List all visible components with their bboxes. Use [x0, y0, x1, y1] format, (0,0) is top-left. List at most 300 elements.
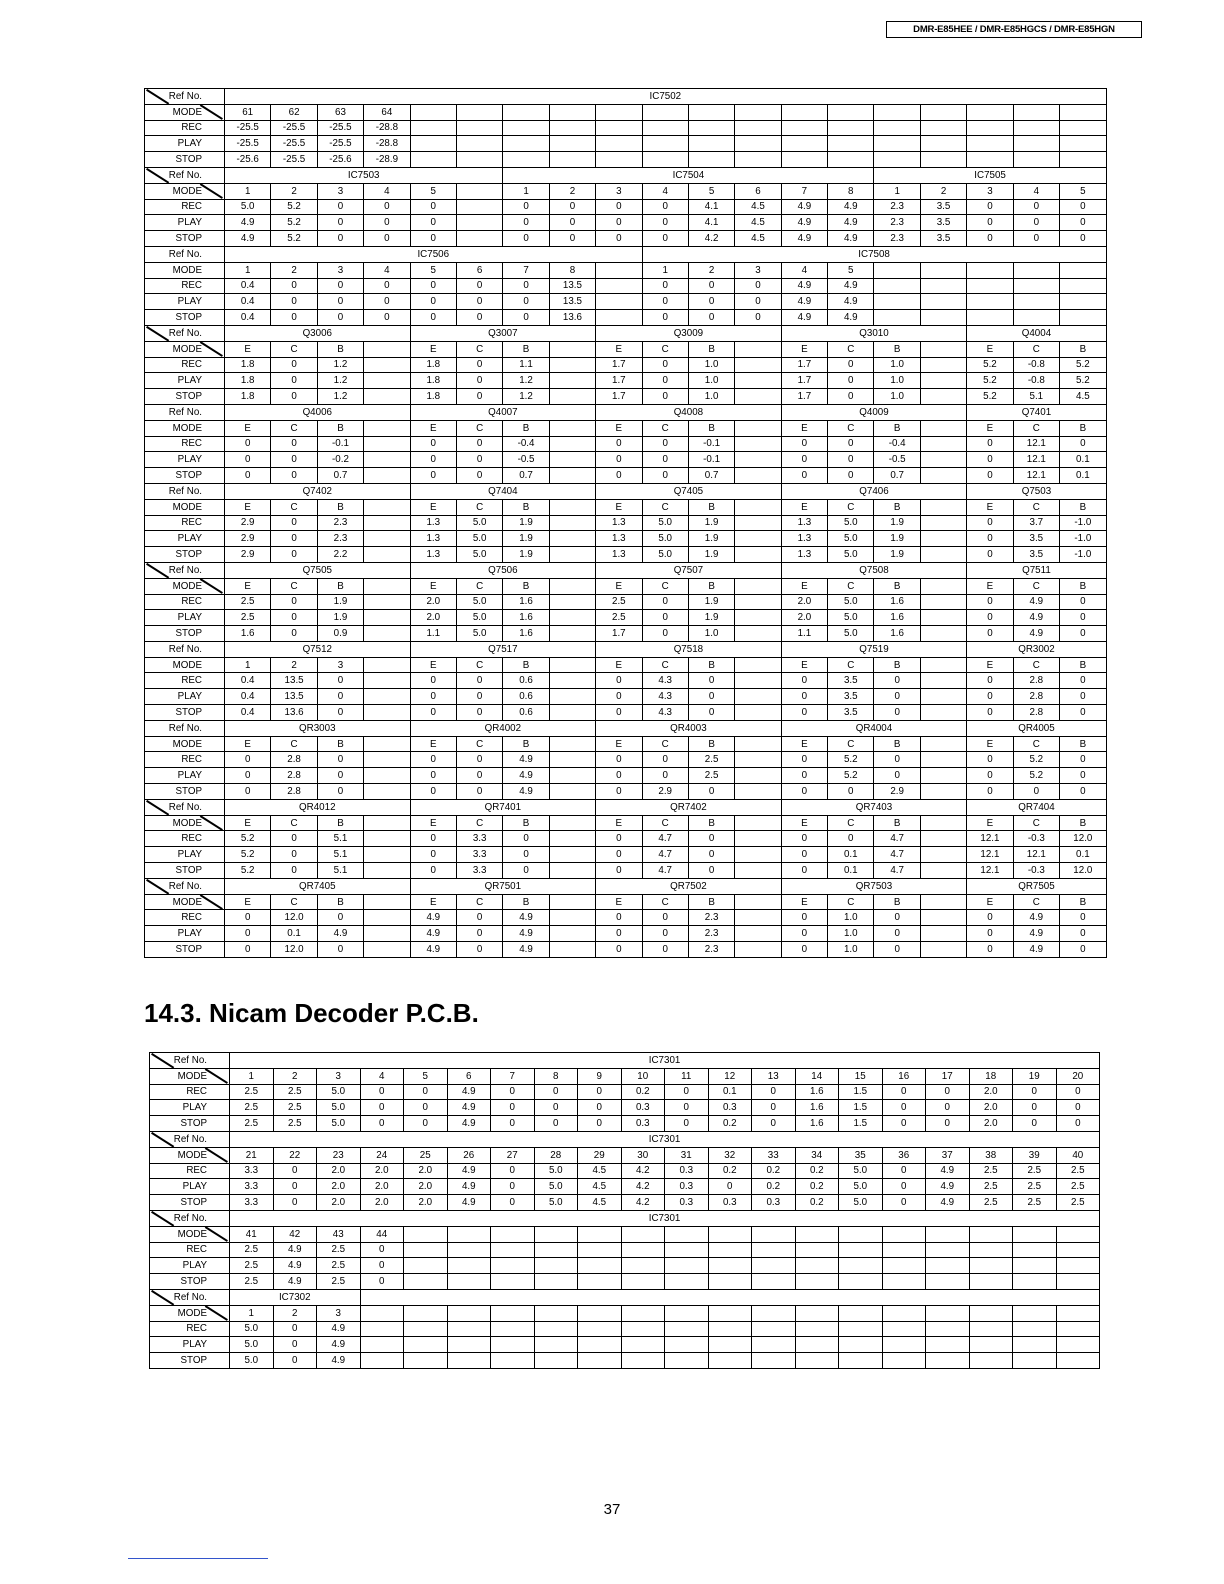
- voltage-value: 1.7: [781, 357, 827, 373]
- voltage-value: 0: [1060, 215, 1107, 231]
- empty-cell: [534, 1321, 578, 1337]
- voltage-value: 2.5: [317, 1258, 361, 1274]
- stop-row: [145, 231, 1107, 247]
- rec-row: [150, 1163, 1100, 1179]
- voltage-value: 1.6: [874, 594, 920, 610]
- pin-label: 15: [839, 1068, 883, 1084]
- voltage-value: 1.3: [781, 515, 827, 531]
- ref-row: [150, 1289, 1100, 1305]
- empty-cell: [967, 278, 1013, 294]
- voltage-value: 0.4: [225, 294, 271, 310]
- voltage-value: 1.9: [688, 531, 734, 547]
- voltage-value: 4.9: [273, 1242, 317, 1258]
- empty-cell: [364, 705, 410, 721]
- component-ref: QR7403: [781, 799, 967, 815]
- voltage-value: 0: [410, 689, 456, 705]
- voltage-value: 4.9: [447, 1179, 491, 1195]
- empty-cell: [578, 1226, 622, 1242]
- ref-row: [145, 799, 1107, 815]
- stop-label: STOP: [145, 310, 225, 326]
- voltage-value: 0: [410, 199, 456, 215]
- empty-cell: [920, 894, 966, 910]
- voltage-value: 0: [271, 468, 317, 484]
- voltage-value: 2.5: [317, 1242, 361, 1258]
- component-ref: Q7402: [225, 483, 411, 499]
- voltage-value: 4.2: [621, 1195, 665, 1211]
- voltage-value: 5.2: [271, 231, 317, 247]
- voltage-value: 0: [549, 231, 595, 247]
- empty-cell: [920, 262, 966, 278]
- pin-label: C: [1013, 736, 1059, 752]
- voltage-value: 13.5: [271, 673, 317, 689]
- stop-row: [145, 152, 1107, 168]
- voltage-value: 5.0: [642, 531, 688, 547]
- voltage-value: 0: [967, 610, 1013, 626]
- voltage-value: 1.6: [795, 1084, 839, 1100]
- empty-cell: [621, 1353, 665, 1369]
- empty-cell: [364, 752, 410, 768]
- voltage-value: 4.9: [926, 1179, 970, 1195]
- voltage-value: 0: [491, 1179, 535, 1195]
- empty-cell: [410, 152, 456, 168]
- empty-cell: [665, 1226, 709, 1242]
- voltage-value: 1.3: [781, 547, 827, 563]
- voltage-value: 0: [781, 436, 827, 452]
- stop-label: STOP: [150, 1116, 230, 1132]
- voltage-value: 0: [364, 199, 410, 215]
- pin-label: B: [874, 894, 920, 910]
- empty-cell: [410, 104, 456, 120]
- voltage-value: 0: [967, 673, 1013, 689]
- voltage-value: -25.5: [225, 136, 271, 152]
- pin-label: B: [317, 894, 363, 910]
- voltage-value: 0: [410, 831, 456, 847]
- empty-cell: [665, 1321, 709, 1337]
- diagonal-corner-line: [145, 816, 224, 831]
- voltage-value: 0: [317, 673, 363, 689]
- voltage-value: 1.9: [874, 547, 920, 563]
- voltage-value: 0: [410, 752, 456, 768]
- voltage-value: 4.9: [447, 1195, 491, 1211]
- voltage-value: 0: [456, 705, 502, 721]
- pin-label: C: [642, 657, 688, 673]
- pin-label: B: [503, 341, 549, 357]
- mode-row: [145, 657, 1107, 673]
- voltage-value: -0.8: [1013, 357, 1059, 373]
- empty-cell: [708, 1337, 752, 1353]
- pin-label: B: [503, 657, 549, 673]
- empty-cell: [882, 1242, 926, 1258]
- voltage-value: 2.0: [410, 610, 456, 626]
- rec-label: REC: [145, 120, 225, 136]
- ref-row: [150, 1131, 1100, 1147]
- empty-cell: [920, 673, 966, 689]
- pin-label: 2: [271, 183, 317, 199]
- voltage-value: 0.1: [271, 926, 317, 942]
- voltage-value: 0: [1013, 231, 1059, 247]
- voltage-value: 0: [781, 673, 827, 689]
- stop-row: [145, 310, 1107, 326]
- voltage-value: 0: [642, 436, 688, 452]
- voltage-value: 2.0: [969, 1100, 1013, 1116]
- pin-label: 33: [752, 1147, 796, 1163]
- pin-label: 40: [1056, 1147, 1100, 1163]
- empty-cell: [920, 104, 966, 120]
- empty-cell: [549, 736, 595, 752]
- rec-label: REC: [150, 1163, 230, 1179]
- empty-cell: [874, 136, 920, 152]
- empty-cell: [404, 1337, 448, 1353]
- empty-cell: [1056, 1321, 1100, 1337]
- voltage-value: 2.0: [781, 610, 827, 626]
- empty-cell: [926, 1258, 970, 1274]
- empty-cell: [364, 341, 410, 357]
- voltage-value: 0: [882, 1195, 926, 1211]
- pin-label: 14: [795, 1068, 839, 1084]
- voltage-value: 0: [828, 357, 874, 373]
- empty-cell: [839, 1353, 883, 1369]
- empty-cell: [665, 1258, 709, 1274]
- empty-cell: [364, 910, 410, 926]
- voltage-value: 1.9: [317, 610, 363, 626]
- empty-cell: [926, 1353, 970, 1369]
- empty-cell: [578, 1305, 622, 1321]
- voltage-value: 0: [503, 199, 549, 215]
- voltage-value: 0.7: [503, 468, 549, 484]
- pin-label: C: [642, 499, 688, 515]
- empty-cell: [752, 1321, 796, 1337]
- voltage-value: -0.8: [1013, 373, 1059, 389]
- voltage-value: 2.5: [225, 610, 271, 626]
- stop-row: [150, 1195, 1100, 1211]
- voltage-value: 0: [456, 768, 502, 784]
- empty-cell: [549, 468, 595, 484]
- voltage-value: 1.7: [596, 373, 642, 389]
- play-row: [145, 452, 1107, 468]
- pin-label: B: [503, 894, 549, 910]
- play-row: [145, 136, 1107, 152]
- empty-cell: [1013, 1305, 1057, 1321]
- voltage-value: 0: [271, 847, 317, 863]
- stop-row: [145, 626, 1107, 642]
- voltage-value: 4.7: [642, 831, 688, 847]
- voltage-value: 0: [1056, 1084, 1100, 1100]
- empty-cell: [549, 863, 595, 879]
- stop-row: [145, 784, 1107, 800]
- voltage-value: 2.9: [642, 784, 688, 800]
- voltage-value: 0: [360, 1242, 404, 1258]
- voltage-value: 4.9: [781, 278, 827, 294]
- voltage-value: -25.6: [225, 152, 271, 168]
- component-ref: QR7505: [967, 878, 1106, 894]
- voltage-value: 4.9: [828, 278, 874, 294]
- diagonal-corner-line: [145, 895, 224, 910]
- voltage-value: 0.1: [828, 847, 874, 863]
- empty-cell: [549, 847, 595, 863]
- voltage-value: 4.2: [621, 1163, 665, 1179]
- voltage-value: 1.9: [688, 515, 734, 531]
- rec-label: REC: [145, 278, 225, 294]
- voltage-value: 0: [360, 1258, 404, 1274]
- voltage-value: 1.8: [225, 389, 271, 405]
- voltage-value: 0.3: [665, 1195, 709, 1211]
- voltage-value: 0: [642, 310, 688, 326]
- ref-row: [145, 562, 1107, 578]
- voltage-value: 5.0: [839, 1163, 883, 1179]
- pin-label: E: [410, 420, 456, 436]
- voltage-value: 0: [456, 784, 502, 800]
- voltage-value: 5.0: [230, 1321, 274, 1337]
- voltage-value: 2.5: [230, 1116, 274, 1132]
- voltage-value: -25.5: [225, 120, 271, 136]
- voltage-value: 2.8: [271, 784, 317, 800]
- voltage-value: 1.9: [688, 547, 734, 563]
- pin-label: B: [1060, 736, 1107, 752]
- pin-label: 3: [317, 262, 363, 278]
- empty-cell: [795, 1337, 839, 1353]
- empty-cell: [920, 341, 966, 357]
- voltage-value: 0: [410, 452, 456, 468]
- pin-label: B: [317, 578, 363, 594]
- empty-cell: [920, 768, 966, 784]
- voltage-value: 0: [364, 310, 410, 326]
- pin-label: 4: [642, 183, 688, 199]
- empty-cell: [967, 294, 1013, 310]
- pin-label: E: [967, 736, 1013, 752]
- empty-cell: [735, 468, 781, 484]
- empty-cell: [1013, 1226, 1057, 1242]
- voltage-value: 0: [1013, 1100, 1057, 1116]
- voltage-value: 3.3: [456, 847, 502, 863]
- stop-label: STOP: [145, 705, 225, 721]
- empty-cell: [549, 815, 595, 831]
- empty-cell: [578, 1353, 622, 1369]
- voltage-value: 4.5: [735, 231, 781, 247]
- pin-label: B: [503, 420, 549, 436]
- empty-cell: [795, 1226, 839, 1242]
- voltage-value: 0.2: [795, 1163, 839, 1179]
- empty-cell: [642, 120, 688, 136]
- voltage-value: 4.5: [578, 1179, 622, 1195]
- empty-cell: [926, 1337, 970, 1353]
- voltage-value: 0: [642, 626, 688, 642]
- play-label: PLAY: [145, 373, 225, 389]
- voltage-value: 1.6: [503, 610, 549, 626]
- ref-no-label: Ref No.: [145, 89, 225, 105]
- empty-cell: [447, 1305, 491, 1321]
- voltage-value: 0: [688, 673, 734, 689]
- voltage-value: 0: [828, 452, 874, 468]
- voltage-value: 3.5: [828, 689, 874, 705]
- empty-cell: [447, 1226, 491, 1242]
- voltage-value: 0: [1060, 199, 1107, 215]
- empty-cell: [735, 657, 781, 673]
- pin-label: 4: [1013, 183, 1059, 199]
- voltage-value: 0: [410, 294, 456, 310]
- empty-cell: [549, 689, 595, 705]
- voltage-value: 2.5: [688, 768, 734, 784]
- pin-label: 30: [621, 1147, 665, 1163]
- empty-cell: [752, 1226, 796, 1242]
- voltage-value: 0: [491, 1084, 535, 1100]
- voltage-value: 0: [752, 1116, 796, 1132]
- voltage-value: 0.3: [665, 1179, 709, 1195]
- empty-cell: [874, 294, 920, 310]
- voltage-value: 0: [781, 689, 827, 705]
- empty-cell: [364, 626, 410, 642]
- voltage-value: 12.0: [271, 942, 317, 958]
- voltage-value: 0.3: [752, 1195, 796, 1211]
- empty-cell: [364, 373, 410, 389]
- rec-label: REC: [145, 199, 225, 215]
- empty-cell: [447, 1337, 491, 1353]
- voltage-value: 0: [1060, 910, 1107, 926]
- component-ref: QR7402: [596, 799, 782, 815]
- play-label: PLAY: [150, 1258, 230, 1274]
- pin-label: 3: [317, 183, 363, 199]
- voltage-value: 0: [735, 278, 781, 294]
- voltage-value: 0: [1056, 1116, 1100, 1132]
- voltage-value: 0: [456, 673, 502, 689]
- empty-cell: [549, 515, 595, 531]
- empty-cell: [874, 262, 920, 278]
- voltage-value: -0.5: [503, 452, 549, 468]
- voltage-value: 1.8: [410, 389, 456, 405]
- play-row: [150, 1337, 1100, 1353]
- empty-cell: [920, 705, 966, 721]
- voltage-value: 5.0: [456, 594, 502, 610]
- voltage-value: 0: [534, 1116, 578, 1132]
- pin-label: 61: [225, 104, 271, 120]
- pin-label: E: [781, 341, 827, 357]
- empty-cell: [735, 815, 781, 831]
- voltage-value: 0: [317, 231, 363, 247]
- play-row: [145, 847, 1107, 863]
- voltage-value: 0: [596, 705, 642, 721]
- voltage-value: 12.1: [1013, 847, 1059, 863]
- play-label: PLAY: [145, 136, 225, 152]
- voltage-value: 4.7: [874, 847, 920, 863]
- stop-row: [150, 1353, 1100, 1369]
- voltage-value: 0.2: [708, 1163, 752, 1179]
- voltage-value: 0.2: [752, 1179, 796, 1195]
- empty-cell: [1060, 262, 1107, 278]
- voltage-value: 2.5: [969, 1179, 1013, 1195]
- voltage-value: 0: [503, 278, 549, 294]
- component-ref: QR4005: [967, 720, 1106, 736]
- voltage-value: -28.8: [364, 120, 410, 136]
- voltage-value: 0: [360, 1084, 404, 1100]
- voltage-value: 0: [642, 294, 688, 310]
- empty-cell: [735, 689, 781, 705]
- voltage-value: 0: [688, 831, 734, 847]
- ref-row: [145, 167, 1107, 183]
- component-ref: QR7502: [596, 878, 782, 894]
- voltage-value: 0: [273, 1337, 317, 1353]
- voltage-value: 0: [410, 784, 456, 800]
- voltage-value: 0: [596, 926, 642, 942]
- voltage-value: 4.9: [828, 199, 874, 215]
- voltage-value: 4.1: [688, 199, 734, 215]
- voltage-value: 0: [317, 215, 363, 231]
- voltage-value: 0: [1013, 1084, 1057, 1100]
- empty-cell: [882, 1274, 926, 1290]
- voltage-value: 12.0: [1060, 831, 1107, 847]
- voltage-value: 3.5: [828, 705, 874, 721]
- pin-label: 2: [549, 183, 595, 199]
- pin-label: E: [225, 736, 271, 752]
- voltage-value: 2.0: [404, 1163, 448, 1179]
- empty-cell: [781, 120, 827, 136]
- empty-cell: [920, 373, 966, 389]
- empty-cell: [549, 104, 595, 120]
- play-label: PLAY: [145, 452, 225, 468]
- empty-cell: [364, 926, 410, 942]
- voltage-value: 0: [926, 1116, 970, 1132]
- voltage-value: 0: [317, 294, 363, 310]
- empty-cell: [364, 784, 410, 800]
- empty-cell: [364, 863, 410, 879]
- voltage-value: 0: [665, 1116, 709, 1132]
- empty-cell: [364, 657, 410, 673]
- empty-cell: [503, 120, 549, 136]
- empty-cell: [735, 894, 781, 910]
- voltage-value: 5.0: [230, 1337, 274, 1353]
- voltage-value: 5.0: [456, 531, 502, 547]
- component-ref: Q4009: [781, 404, 967, 420]
- voltage-value: 0: [708, 1179, 752, 1195]
- voltage-value: 0: [642, 231, 688, 247]
- voltage-value: 2.3: [688, 942, 734, 958]
- empty-cell: [1060, 104, 1107, 120]
- empty-cell: [447, 1258, 491, 1274]
- empty-cell: [795, 1321, 839, 1337]
- empty-cell: [1060, 152, 1107, 168]
- pin-label: E: [410, 578, 456, 594]
- pin-label: C: [828, 657, 874, 673]
- empty-cell: [1060, 310, 1107, 326]
- voltage-value: 0.1: [1060, 847, 1107, 863]
- empty-cell: [1013, 262, 1059, 278]
- voltage-value: 4.7: [642, 847, 688, 863]
- voltage-value: 0.3: [621, 1116, 665, 1132]
- voltage-value: 2.5: [230, 1258, 274, 1274]
- pin-label: 63: [317, 104, 363, 120]
- voltage-value: 1.0: [874, 389, 920, 405]
- voltage-value: 4.9: [503, 910, 549, 926]
- empty-cell: [549, 626, 595, 642]
- mode-row: [145, 499, 1107, 515]
- empty-cell: [364, 831, 410, 847]
- voltage-value: 0: [688, 784, 734, 800]
- voltage-value: 1.6: [874, 610, 920, 626]
- voltage-value: 4.9: [503, 784, 549, 800]
- mode-row: [145, 104, 1107, 120]
- voltage-value: 0: [781, 705, 827, 721]
- play-row: [145, 373, 1107, 389]
- voltage-value: 3.5: [920, 231, 966, 247]
- voltage-value: 1.2: [317, 373, 363, 389]
- empty-cell: [364, 436, 410, 452]
- stop-row: [145, 389, 1107, 405]
- pin-label: E: [781, 736, 827, 752]
- voltage-value: 0: [456, 373, 502, 389]
- empty-cell: [364, 452, 410, 468]
- voltage-value: 5.2: [271, 199, 317, 215]
- voltage-value: 1.2: [503, 373, 549, 389]
- component-ref: QR3003: [225, 720, 411, 736]
- pin-label: 1: [230, 1068, 274, 1084]
